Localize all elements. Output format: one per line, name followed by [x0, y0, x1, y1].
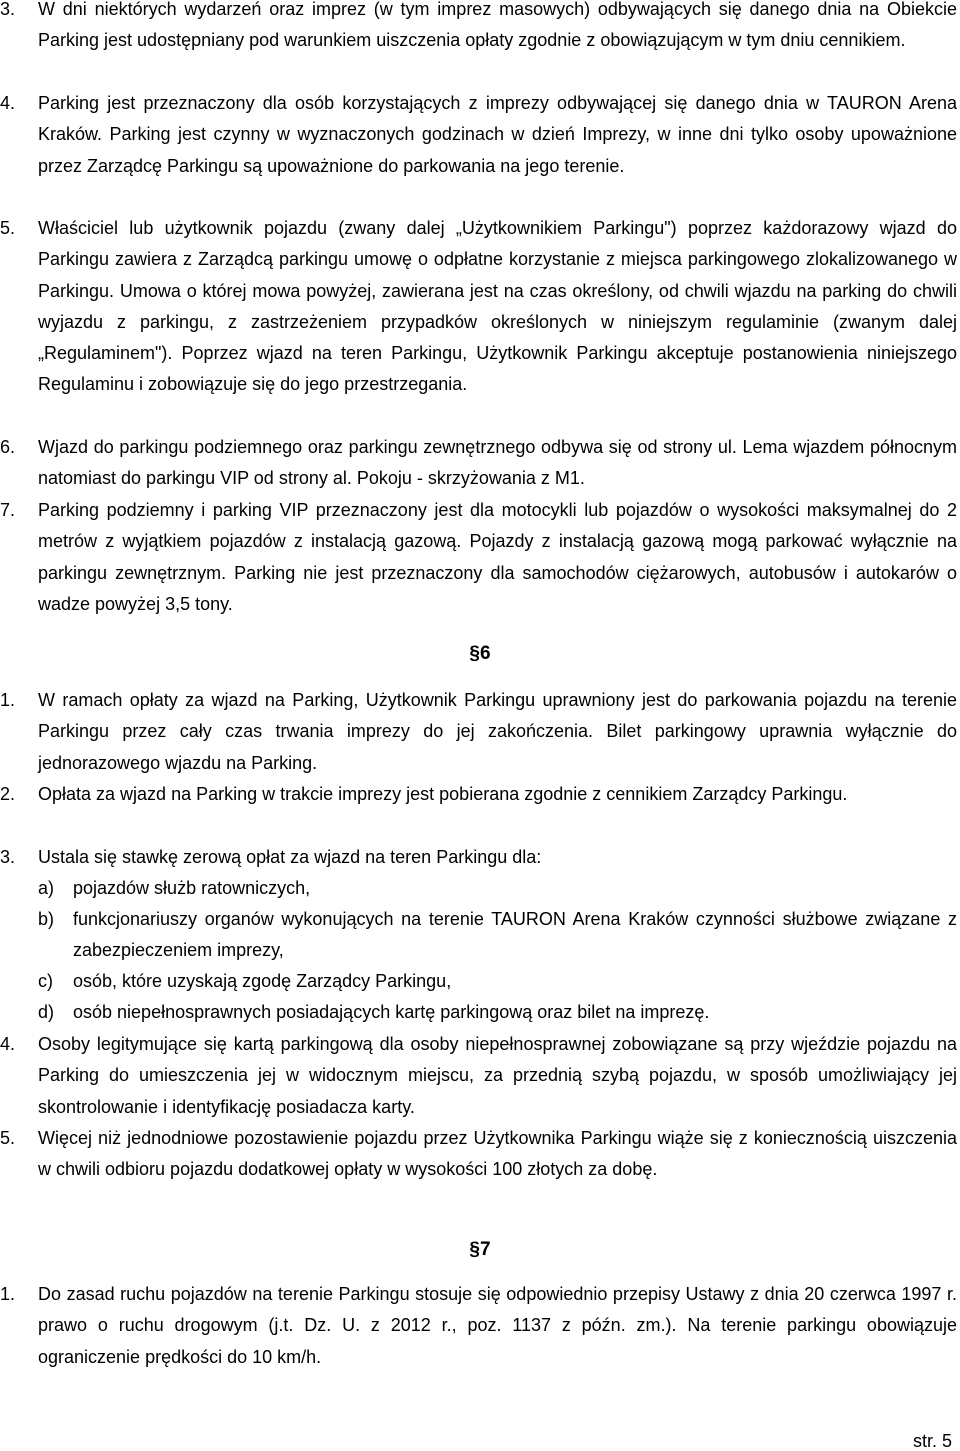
- list-item: [0, 495, 957, 620]
- item-number: 5.: [0, 218, 16, 238]
- item-number: 6.: [0, 437, 16, 457]
- item-letter: c): [38, 971, 53, 991]
- section-heading: §7: [469, 1239, 491, 1260]
- item-number: 3.: [0, 0, 16, 19]
- item-number: 3.: [0, 847, 16, 867]
- item-number: 1.: [0, 1284, 16, 1304]
- item-text: osób niepełnosprawnych posiadających kartę parkingową oraz bilet na imprezę.: [73, 1002, 710, 1022]
- item-text: W ramach opłaty za wjazd na Parking, Użytkownik Parkingu uprawniony jest do parkowania pojazdu na terenie Parkingu przez cały czas trwania imprezy do jej zakończenia. Bilet parkingowy uprawnia wyłącznie do jednorazowego wjazdu na Parking.: [38, 690, 957, 773]
- list-item: [0, 966, 957, 997]
- list-item: [0, 685, 957, 779]
- item-text: Parking jest przeznaczony dla osób korzystających z imprezy odbywającej się danego dnia w TAURON Arena Kraków. Parking jest czynny w wyznaczonych godzinach w dzień Imprezy, w inne dni tylko osoby upoważnione przez Zarządcę Parkingu są upoważnione do parkowania na jego terenie.: [38, 93, 957, 176]
- item-number: 4.: [0, 1034, 16, 1054]
- page-number: str. 5: [912, 1431, 952, 1451]
- item-text: pojazdów służb ratowniczych,: [73, 878, 311, 898]
- list-item: [0, 779, 957, 810]
- list-item: [0, 904, 957, 967]
- item-text: Właściciel lub użytkownik pojazdu (zwany dalej „Użytkownikiem Parkingu") poprzez każdorazowy wjazd do Parkingu zawiera z Zarządcą parkingu umowę o odpłatne korzystanie z miejsca parkingowego zlokalizowanego w Parkingu. Umowa o której mowa powyżej, zawierana jest na czas określony, od chwili wjazdu na parking do chwili wyjazdu z parkingu, z zastrzeżeniem przypadków określonych w niniejszym regulaminie (zwanym dalej „Regulaminem"). Poprzez wjazd na teren Parkingu, Użytkownik Parkingu akceptuje postanowienia niniejszego Regulaminu i zobowiązuje się do jego przestrzegania.: [38, 218, 957, 395]
- item-text: Do zasad ruchu pojazdów na terenie Parkingu stosuje się odpowiednio przepisy Ustawy z dnia 20 czerwca 1997 r. prawo o ruchu drogowym (j.t. Dz. U. z 2012 r., poz. 1137 z późn. zm.). Na terenie parkingu obowiązuje ograniczenie prędkości do 10 km/h.: [38, 1284, 957, 1367]
- item-text: Wjazd do parkingu podziemnego oraz parkingu zewnętrznego odbywa się od strony ul. Lema wjazdem północnym natomiast do parkingu VIP od strony al. Pokoju - skrzyżowania z M1.: [38, 437, 957, 489]
- list-item: [0, 997, 957, 1028]
- item-text: Osoby legitymujące się kartą parkingową dla osoby niepełnosprawnej zobowiązane są przy wjeździe pojazdu na Parking do umieszczenia jej w widocznym miejscu, za przednią szybą pojazdu, w sposób umożliwiający jej skontrolowanie i identyfikację posiadacza karty.: [38, 1034, 957, 1117]
- item-number: 5.: [0, 1128, 16, 1148]
- list-item: [0, 0, 957, 57]
- item-text: Parking podziemny i parking VIP przeznaczony jest dla motocykli lub pojazdów o wysokości maksymalnej do 2 metrów z wyjątkiem pojazdów z instalacją gazową. Pojazdy z instalacją gazową mogą parkować wyłącznie na parkingu zewnętrznym. Parking nie jest przeznaczony dla samochodów ciężarowych, autobusów i autokarów o wadze powyżej 3,5 tony.: [38, 500, 957, 614]
- item-number: 7.: [0, 500, 16, 520]
- item-number: 2.: [0, 784, 16, 804]
- item-letter: b): [38, 909, 55, 929]
- list-item: [0, 1279, 957, 1373]
- item-text: funkcjonariuszy organów wykonujących na terenie TAURON Arena Kraków czynności służbowe związane z zabezpieczeniem imprezy,: [73, 909, 957, 961]
- item-number: 1.: [0, 690, 16, 710]
- item-text: W dni niektórych wydarzeń oraz imprez (w tym imprez masowych) odbywających się danego dnia na Obiekcie Parking jest udostępniany pod warunkiem uiszczenia opłaty zgodnie z obowiązującym w tym dniu cennikiem.: [38, 0, 957, 51]
- list-item: [0, 88, 957, 182]
- item-text: Ustala się stawkę zerową opłat za wjazd na teren Parkingu dla:: [38, 847, 542, 867]
- list-item: [0, 432, 957, 495]
- item-letter: d): [38, 1002, 55, 1022]
- list-item: [0, 213, 957, 401]
- item-number: 4.: [0, 93, 16, 113]
- item-text: osób, które uzyskają zgodę Zarządcy Parkingu,: [73, 971, 452, 991]
- list-item: [0, 873, 957, 904]
- item-text: Więcej niż jednodniowe pozostawienie pojazdu przez Użytkownika Parkingu wiąże się z koniecznością uiszczenia w chwili odbioru pojazdu dodatkowej opłaty w wysokości 100 złotych za dobę.: [38, 1128, 957, 1180]
- section-heading: §6: [469, 643, 491, 664]
- item-text: Opłata za wjazd na Parking w trakcie imprezy jest pobierana zgodnie z cennikiem Zarządcy Parkingu.: [38, 784, 848, 804]
- list-item: [0, 842, 957, 873]
- list-item: [0, 1123, 957, 1186]
- item-letter: a): [38, 878, 55, 898]
- list-item: [0, 1029, 957, 1123]
